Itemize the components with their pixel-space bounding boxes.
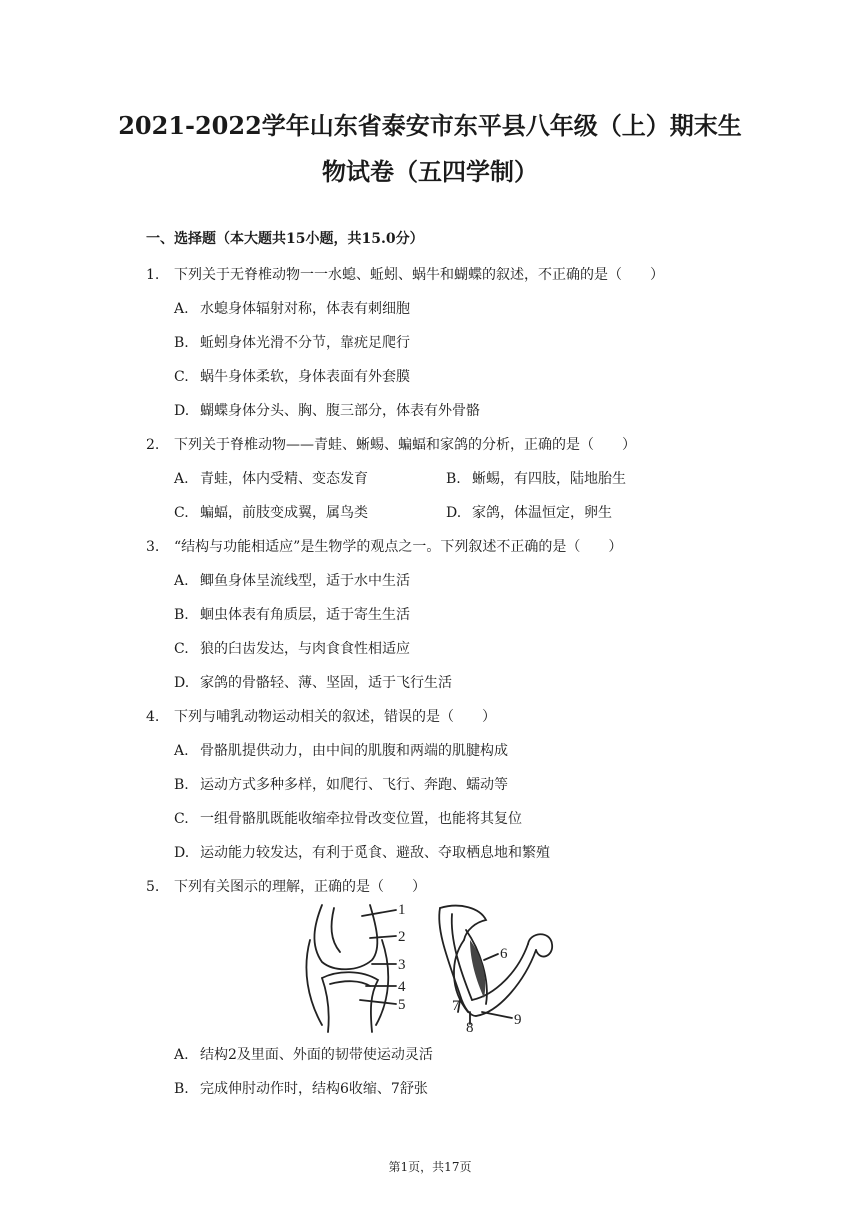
- question-number: 1.: [146, 267, 160, 283]
- option-text: 蝴蝶身体分头、胸、腹三部分，体表有外骨骼: [200, 403, 480, 419]
- option-text: 完成伸肘动作时，结构6收缩、7舒张: [200, 1081, 428, 1097]
- option-text: 青蛙，体内受精、变态发育: [200, 471, 368, 487]
- biceps-shading: [470, 940, 485, 998]
- document-title-line-2: 物试卷（五四学制）: [322, 157, 538, 186]
- figure-label-2: 2: [398, 929, 406, 945]
- option-label: D.: [174, 845, 190, 861]
- option-label: C.: [174, 369, 189, 385]
- question-number: 3.: [146, 539, 160, 555]
- option-4c: [174, 808, 522, 828]
- joint-cartilage: [330, 981, 370, 986]
- option-4a: [174, 740, 508, 760]
- figure-label-4: 4: [398, 979, 406, 995]
- option-label: B.: [174, 1081, 189, 1097]
- document-title-line-1: 2021-2022学年山东省泰安市东平县八年级（上）期末生: [118, 111, 742, 140]
- option-1b: [174, 332, 410, 352]
- question-5: [146, 876, 426, 896]
- option-text: 鲫鱼身体呈流线型，适于水中生活: [200, 573, 410, 589]
- option-2c: [174, 502, 368, 522]
- question-3: [146, 536, 622, 556]
- option-2a: [174, 468, 368, 488]
- option-label: D.: [174, 675, 190, 691]
- option-3b: [174, 604, 410, 624]
- option-label: C.: [174, 811, 189, 827]
- hand-outline: [528, 934, 552, 956]
- option-text: 结构2及里面、外面的韧带使运动灵活: [200, 1047, 433, 1063]
- upper-bone-inner: [332, 908, 340, 952]
- option-label: A.: [174, 1047, 189, 1063]
- option-text: 运动方式多种多样，如爬行、飞行、奔跑、蠕动等: [200, 777, 508, 793]
- figure-label-5: 5: [398, 997, 406, 1013]
- question-2: [146, 434, 636, 454]
- question-text: 下列有关图示的理解，正确的是（ ）: [174, 879, 426, 895]
- option-label: C.: [174, 505, 189, 521]
- option-text: 蜥蜴，有四肢，陆地胎生: [472, 471, 626, 487]
- option-label: B.: [174, 335, 189, 351]
- figure-label-9: 9: [514, 1012, 522, 1028]
- option-label: B.: [446, 471, 461, 487]
- option-4d: [174, 842, 550, 862]
- figure-label-8: 8: [466, 1020, 474, 1035]
- option-text: 骨骼肌提供动力，由中间的肌腹和两端的肌腱构成: [200, 743, 508, 759]
- option-label: B.: [174, 777, 189, 793]
- option-text: 一组骨骼肌既能收缩牵拉骨改变位置，也能将其复位: [200, 811, 522, 827]
- question-text: 下列关于无脊椎动物一一水螅、蚯蚓、蜗牛和蝴蝶的叙述，不正确的是（ ）: [174, 267, 664, 283]
- option-4b: [174, 774, 508, 794]
- option-text: 狼的臼齿发达，与肉食食性相适应: [200, 641, 410, 657]
- option-5b: [174, 1078, 428, 1098]
- option-label: A.: [174, 301, 189, 317]
- question-4: [146, 706, 496, 726]
- option-label: C.: [174, 641, 189, 657]
- option-2d: [446, 502, 612, 522]
- option-3c: [174, 638, 410, 658]
- figure-label-6: 6: [500, 946, 508, 962]
- option-text: 水螅身体辐射对称，体表有刺细胞: [200, 301, 410, 317]
- question-number: 4.: [146, 709, 160, 725]
- option-text: 蜗牛身体柔软，身体表面有外套膜: [200, 369, 410, 385]
- option-text: 蚯蚓身体光滑不分节，靠疣足爬行: [200, 335, 410, 351]
- option-1c: [174, 366, 410, 386]
- option-3d: [174, 672, 452, 692]
- figure-label-1: 1: [398, 902, 406, 918]
- option-1d: [174, 400, 480, 420]
- joint-capsule-right: [376, 940, 388, 1025]
- option-text: 运动能力较发达，有利于觅食、避敌、夺取栖息地和繁殖: [200, 845, 550, 861]
- option-text: 蝙蝠，前肢变成翼，属鸟类: [200, 505, 368, 521]
- option-label: D.: [174, 403, 190, 419]
- lower-bone-left: [322, 978, 329, 1032]
- option-label: A.: [174, 743, 189, 759]
- option-text: 家鸽，体温恒定，卵生: [472, 505, 612, 521]
- question-text: 下列关于脊椎动物——青蛙、蜥蜴、蝙蝠和家鸽的分析，正确的是（ ）: [174, 437, 636, 453]
- figure-label-3: 3: [398, 957, 406, 973]
- option-label: D.: [446, 505, 462, 521]
- option-text: 蛔虫体表有角质层，适于寄生生活: [200, 607, 410, 623]
- option-1a: [174, 298, 410, 318]
- joint-and-arm-diagram: [300, 900, 560, 1035]
- option-2b: [446, 468, 626, 488]
- option-text: 家鸽的骨骼轻、薄、坚固，适于飞行生活: [200, 675, 452, 691]
- option-label: A.: [174, 573, 189, 589]
- question-text: 下列与哺乳动物运动相关的叙述，错误的是（ ）: [174, 709, 496, 725]
- joint-capsule-left: [306, 940, 322, 1025]
- option-3a: [174, 570, 410, 590]
- option-5a: [174, 1044, 433, 1064]
- question-number: 2.: [146, 437, 160, 453]
- shoulder-outline: [440, 906, 486, 940]
- section-heading: 一、选择题（本大题共15小题，共15.0分）: [146, 231, 424, 247]
- option-label: A.: [174, 471, 189, 487]
- page-footer: 第1页，共17页: [388, 1160, 472, 1174]
- option-label: B.: [174, 607, 189, 623]
- question-1: [146, 264, 664, 284]
- question-number: 5.: [146, 879, 160, 895]
- figure-label-7: 7: [452, 998, 460, 1014]
- question-text: “结构与功能相适应”是生物学的观点之一。下列叙述不正确的是（ ）: [174, 539, 623, 555]
